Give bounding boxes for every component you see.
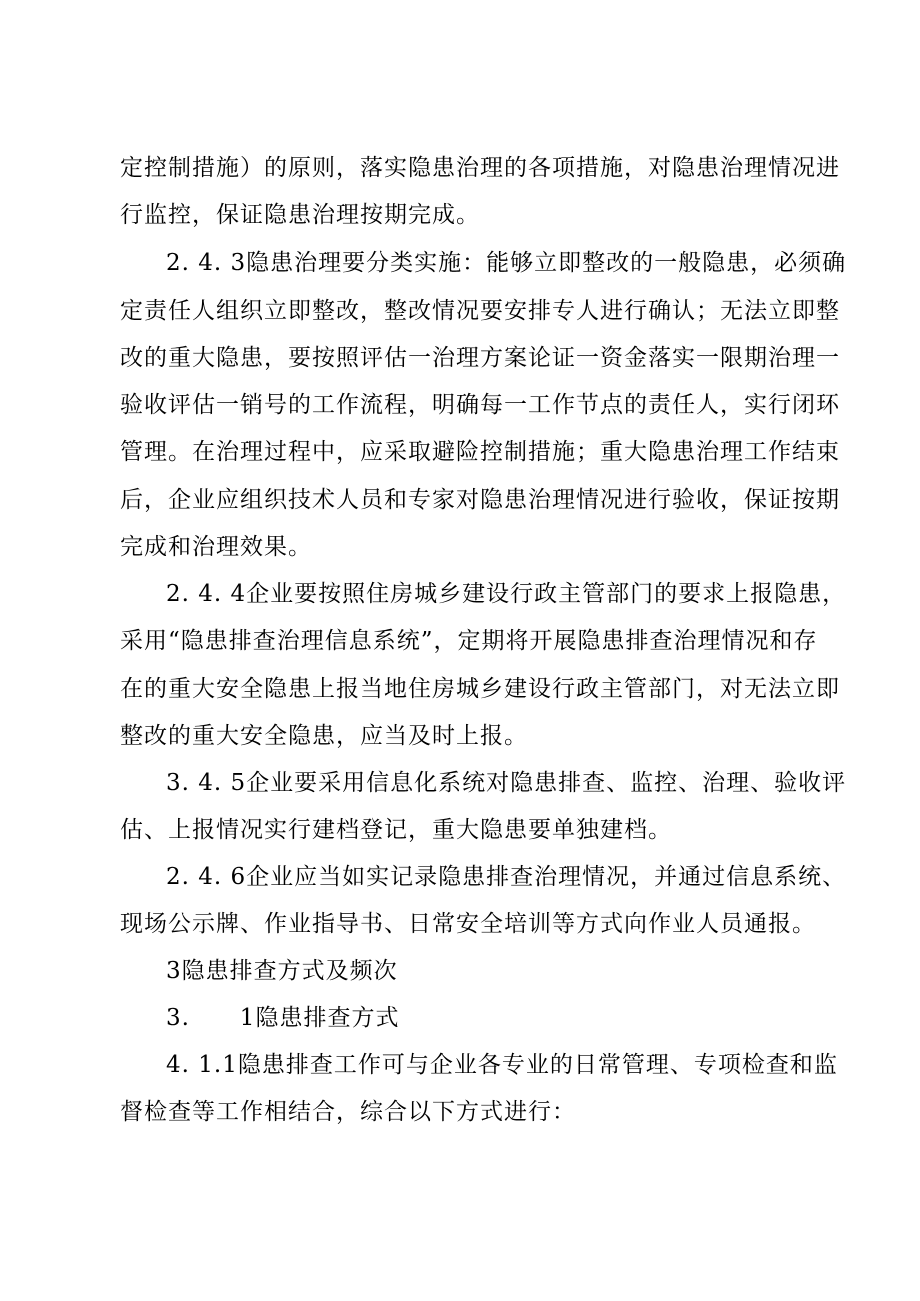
paragraph-line-16: 2. 4. 6企业应当如实记录隐患排查治理情况，并通过信息系统、: [166, 864, 847, 890]
paragraph-line-14: 3. 4. 5企业要采用信息化系统对隐患排查、监控、治理、验收评: [166, 770, 847, 796]
paragraph-line-9: 完成和治理效果。: [120, 534, 312, 560]
paragraph-line-7: 管理。在治理过程中，应采取避险控制措施；重大隐患治理工作结束: [120, 439, 840, 465]
paragraph-line-1: 定控制措施）的原则，落实隐患治理的各项措施，对隐患治理情况进: [120, 155, 840, 181]
paragraph-line-5: 改的重大隐患，要按照评估一治理方案论证一资金落实一限期治理一: [120, 345, 840, 371]
subsection-heading: 3. 1隐患排查方式: [166, 1005, 400, 1031]
paragraph-line-4: 定责任人组织立即整改，整改情况要安排专人进行确认；无法立即整: [120, 298, 840, 324]
paragraph-line-8: 后，企业应组织技术人员和专家对隐患治理情况进行验收，保证按期: [120, 487, 840, 513]
paragraph-line-18: 4. 1.1隐患排查工作可与企业各专业的日常管理、专项检查和监: [166, 1052, 838, 1078]
paragraph-line-11: 采用“隐患排查治理信息系统”，定期将开展隐患排查治理情况和存: [120, 628, 818, 654]
paragraph-line-12: 在的重大安全隐患上报当地住房城乡建设行政主管部门，对无法立即: [120, 676, 840, 702]
paragraph-line-10: 2. 4. 4企业要按照住房城乡建设行政主管部门的要求上报隐患，: [166, 581, 847, 607]
paragraph-line-19: 督检查等工作相结合，综合以下方式进行：: [120, 1099, 576, 1125]
paragraph-line-15: 估、上报情况实行建档登记，重大隐患要单独建档。: [120, 817, 672, 843]
paragraph-line-17: 现场公示牌、作业指导书、日常安全培训等方式向作业人员通报。: [120, 911, 816, 937]
section-heading: 3隐患排查方式及频次: [166, 958, 398, 984]
paragraph-line-3: 2. 4. 3隐患治理要分类实施：能够立即整改的一般隐患，必须确: [166, 250, 847, 276]
paragraph-line-2: 行监控，保证隐患治理按期完成。: [120, 202, 480, 228]
paragraph-line-13: 整改的重大安全隐患，应当及时上报。: [120, 723, 528, 749]
paragraph-line-6: 验收评估一销号的工作流程，明确每一工作节点的责任人，实行闭环: [120, 392, 840, 418]
